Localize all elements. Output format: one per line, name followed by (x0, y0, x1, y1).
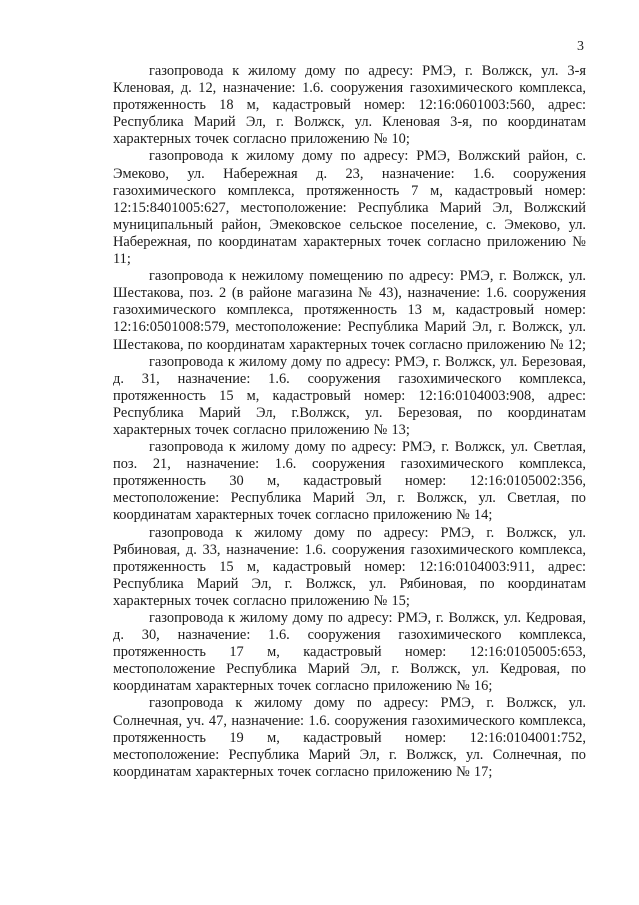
paragraph-appendix-15: газопровода к жилому дому по адресу: РМЭ, г. Волжск, ул. Рябиновая, д. 33, назначение: 1.6. сооружения газохимического комплекса, протяженность 15 м, кадастровый номер: 12:16:0104003:911, адрес: Республика Марий Эл, г. Волжск, ул. Рябиновая, по координатам характерных точек согласно приложению № 15; (113, 524, 586, 609)
paragraph-appendix-17: газопровода к жилому дому по адресу: РМЭ, г. Волжск, ул. Солнечная, уч. 47, назначение: 1.6. сооружения газохимического комплекса, протяженность 19 м, кадастровый номер: 12:16:0104001:752, местоположение: Республика Марий Эл, г. Волжск, ул. Солнечная, по координатам характерных точек согласно приложению № 17; (113, 695, 586, 780)
paragraph-appendix-10: газопровода к жилому дому по адресу: РМЭ, г. Волжск, ул. 3-я Кленовая, д. 12, назначение: 1.6. сооружения газохимического комплекса, протяженность 18 м, кадастровый номер: 12:16:0601003:560, адрес: Республика Марий Эл, г. Волжск, ул. Кленовая 3-я, по координатам характерных точек согласно приложению № 10; (113, 63, 586, 148)
paragraph-appendix-11: газопровода к жилому дому по адресу: РМЭ, Волжский район, с. Эмеково, ул. Набережная д. 23, назначение: 1.6. сооружения газохимического комплекса, протяженность 7 м, кадастровый номер: 12:15:8401005:627, местоположение: Республика Марий Эл, Волжский муниципальный район, Эмековское сельское поселение, с. Эмеково, ул. Набережная, по координатам характерных точек согласно приложению № 11; (113, 148, 586, 268)
page-number: 3 (577, 39, 584, 54)
paragraph-appendix-13: газопровода к жилому дому по адресу: РМЭ, г. Волжск, ул. Березовая, д. 31, назначение: 1.6. сооружения газохимического комплекса, протяженность 15 м, кадастровый номер: 12:16:0104003:908, адрес: Республика Марий Эл, г.Волжск, ул. Березовая, по координатам характерных точек согласно приложению № 13; (113, 353, 586, 438)
paragraph-appendix-16: газопровода к жилому дому по адресу: РМЭ, г. Волжск, ул. Кедровая, д. 30, назначение: 1.6. сооружения газохимического комплекса, протяженность 17 м, кадастровый номер: 12:16:0105005:653, местоположение Республика Марий Эл, г. Волжск, ул. Кедровая, по координатам характерных точек согласно приложению № 16; (113, 610, 586, 695)
paragraph-appendix-12: газопровода к нежилому помещению по адресу: РМЭ, г. Волжск, ул. Шестакова, поз. 2 (в районе магазина № 43), назначение: 1.6. сооружения газохимического комплекса, протяженность 13 м, кадастровый номер: 12:16:0501008:579, местоположение: Республика Марий Эл, г. Волжск, ул. Шестакова, по координатам характерных точек согласно приложению № 12; (113, 268, 586, 353)
paragraph-appendix-14: газопровода к жилому дому по адресу: РМЭ, г. Волжск, ул. Светлая, поз. 21, назначение: 1.6. сооружения газохимического комплекса, протяженность 30 м, кадастровый номер: 12:16:0105002:356, местоположение: Республика Марий Эл, г. Волжск, ул. Светлая, по координатам характерных точек согласно приложению № 14; (113, 439, 586, 524)
document-body (113, 63, 586, 781)
